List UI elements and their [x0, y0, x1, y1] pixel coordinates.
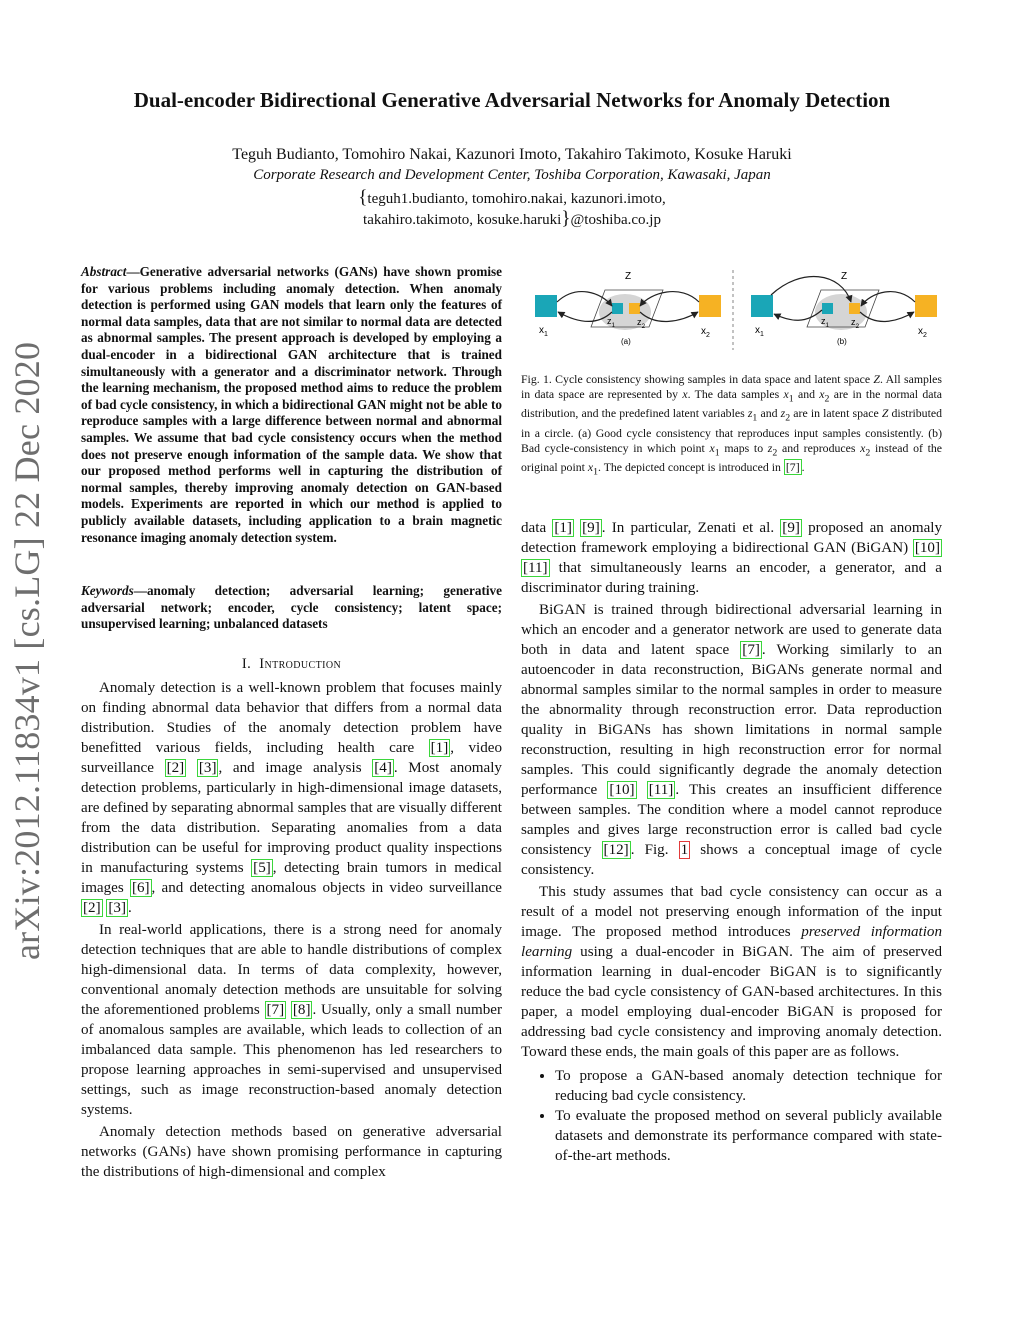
email-names-1: teguh1.budianto, tomohiro.nakai, kazunori.imoto,: [367, 191, 666, 207]
citation-link[interactable]: [8]: [292, 1002, 311, 1018]
section-numeral: I.: [241, 656, 252, 672]
citation-link[interactable]: [12]: [603, 842, 629, 858]
abstract-dash: —: [126, 264, 140, 279]
figure-1-caption: Fig. 1. Cycle consistency showing samples in data space and latent space Z. All samples in data space are represented by x. The data samples $x_1$ and $x_2$ are in the normal data distribution, and the predefined latent variables $z_1$ and $z_2$ are in latent space Z distributed in a circle. (a) Good cycle consistency that reproduces input samples consistently. (b) Bad cycle-consistency in which point $x_1$ maps to $z_2$ and reproduces $x_2$ instead of the original point $x_1$. The depicted concept is introduced in [7] .: [521, 372, 943, 478]
latent-z2-square: [629, 303, 640, 314]
citation-link[interactable]: [6]: [131, 880, 150, 896]
latent-z1-square: [612, 303, 623, 314]
keywords-text: anomaly detection; adversarial learning; generative adversarial network; encoder, cycle consistency; latent space; unsupervised learning; unbalanced datasets: [81, 583, 502, 632]
email-domain: @toshiba.co.jp: [570, 212, 661, 228]
intro-paragraph-2: In real-world applications, there is a strong need for anomaly detection techniques that are able to handle distributions of complex high-dimensional data. In terms of data complexity, however, conventional anomaly detection methods are unsuitable for solving the aforementioned problems [7] [8] . Usually, only a small number of anomalous samples are available, which leads to collection of an imbalanced data sample. This phenomenon has led researchers to propose learning approaches in semi-supervised and unsupervised settings, such as image reconstruction-based anomaly detection systems.: [81, 922, 502, 1118]
intro-paragraph-1: Anomaly detection is a well-known problem that focuses mainly on finding abnormal data behavior that differs from a normal data distribution. Studies of the anomaly detection problem have benefitted various fields, including health care [1] , video surveillance [2] [3] , and image analysis [4] . Most anomaly detection problems, particularly in high-dimensional image datasets, are defined by separating abnormal samples that are visually different from the data distribution. Separating anomalies from a data distribution can be useful for improving product quality inspections in manufacturing systems [5] , detecting brain tumors in medical images [6] , and detecting anomalous objects in video surveillance [2] [3] .: [81, 680, 503, 916]
citation-link[interactable]: [1]: [554, 520, 572, 536]
citation-link[interactable]: [11]: [648, 782, 674, 798]
affiliation: Corporate Research and Development Center, Toshiba Corporation, Kawasaki, Japan: [253, 167, 771, 183]
x1-label: $x_1$: [539, 325, 548, 338]
email-line-2: [60, 208, 964, 230]
z2-label: $z_2$: [851, 317, 860, 330]
abstract-label: Abstract: [81, 264, 127, 279]
left-column-body: [81, 678, 502, 1184]
intro-paragraph-3-continued: data [1] [9] . In particular, Zenati et al. [9] proposed an anomaly detection framework employing a bidirectional GAN (BiGAN) [10] [11] that simultaneously learns an encoder, a generator, and a discriminator during training.: [521, 520, 943, 596]
arxiv-identifier-stamp: arXiv:2012.11834v1 [cs.LG] 22 Dec 2020: [7, 341, 47, 960]
panel-b-label: (b): [837, 337, 847, 346]
citation-link[interactable]: [7]: [266, 1002, 285, 1018]
citation-link[interactable]: [7]: [785, 460, 800, 475]
figure-panel-a: [535, 271, 721, 346]
citation-link[interactable]: [9]: [582, 520, 600, 536]
citation-link[interactable]: [11]: [523, 560, 548, 576]
section-title: Introduction: [259, 656, 342, 672]
x1-label: $x_1$: [755, 325, 764, 338]
intro-paragraph-4: BiGAN is trained through bidirectional adversarial learning in which an encoder and a generator network are used to generate data both in data and latent space [7] . Working similarly to an autoencoder in data reconstruction, BiGANs generate normal and abnormal samples similar to the normal samples in order to measure the abnormality through reconstruction error. Data reproduction quality in BiGANs has shown limitations in normal sample reconstruction, resulting in high reconstruction error for normal samples. This could significantly degrade the anomaly detection performance [10] [11] . This creates an insufficient difference between samples. The condition where a model cannot reproduce samples and gives large reconstruction error is called bad cycle consistency [12] . Fig. 1 shows a conceptual image of cycle consistency.: [521, 602, 942, 878]
email-close-brace: }: [561, 208, 571, 229]
z1-label: $z_1$: [821, 316, 830, 329]
intro-paragraph-5: This study assumes that bad cycle consistency can occur as a result of a model not preserving enough information of the input image. The proposed method introduces preserved information learning using a dual-encoder in BiGAN. The aim of preserved information learning in dual-encoder BiGAN is to significantly reduce the bad cycle consistency of GAN-based architectures. In this paper, a model employing dual-encoder BiGAN is proposed for addressing bad cycle consistency and improving anomaly detection. Toward these ends, the main goals of this paper are as follows.: [521, 884, 942, 1060]
keywords: [81, 583, 502, 633]
latent-z2-square: [849, 303, 860, 314]
sample-x2-square: [915, 295, 937, 317]
figure-reference-link[interactable]: 1: [680, 842, 689, 858]
list-item: • To evaluate the proposed method on several publicly available datasets and demonstrate its performance compared with state-of-the-art methods.: [555, 1106, 942, 1166]
keywords-dash: —: [133, 583, 147, 598]
author-list: Teguh Budianto, Tomohiro Nakai, Kazunori Imoto, Takahiro Takimoto, Kosuke Haruki: [232, 146, 792, 163]
citation-link[interactable]: [3]: [198, 760, 217, 776]
sample-x1-square: [535, 295, 557, 317]
email-line-1: [60, 187, 964, 209]
section-heading-introduction: [81, 656, 502, 673]
abstract: [81, 264, 502, 546]
generator-arrow-z1-x1: [774, 310, 822, 320]
goals-list: [521, 1066, 942, 1166]
citation-link[interactable]: [5]: [253, 860, 271, 876]
right-column-body: [521, 518, 942, 1166]
panel-a-label: (a): [621, 337, 631, 346]
panel-b-z-label: Z: [841, 271, 848, 282]
sample-x2-square: [699, 295, 721, 317]
abstract-text: Generative adversarial networks (GANs) have shown promise for various problems including anomaly detection. When anomaly detection is performed using GAN models that learn only the features of normal data samples, data that are not similar to normal data are detected as abnormal samples. The present approach is developed by employing a dual-encoder in a bidirectional GAN architecture that is trained simultaneously with a generator and a discriminator network. Through the learning mechanism, the proposed method aims to reduce the problem of bad cycle consistency, in which a bidirectional GAN might not be able to reproduce samples with a large difference between normal and abnormal samples. We assume that bad cycle consistency occurs when the method does not preserve enough information of the sample data. We show that our proposed method performs well in capturing the distribution of normal samples, thereby improving anomaly detection on GAN-based models. Experiments are reported in which our method is applied to publicly available datasets, including application to a brain magnetic resonance imaging anomaly detection system.: [81, 264, 502, 545]
citation-link[interactable]: [4]: [374, 760, 392, 776]
citation-link[interactable]: [7]: [742, 642, 760, 658]
intro-paragraph-3: Anomaly detection methods based on generative adversarial networks (GANs) have shown promising performance in capturing the distributions of high-dimensional and complex: [81, 1124, 502, 1180]
citation-link[interactable]: [2]: [83, 900, 101, 916]
email-open-brace: {: [358, 187, 368, 208]
keywords-label: Keywords: [81, 583, 134, 598]
citation-link[interactable]: [10]: [609, 782, 635, 798]
citation-link[interactable]: [9]: [782, 520, 800, 536]
encoder-arrow-x2-z2: [640, 292, 699, 306]
email-names-2: takahiro.takimoto, kosuke.haruki: [363, 212, 562, 228]
encoder-arrow-x2-z2: [861, 292, 915, 306]
latent-z1-square: [822, 303, 833, 314]
list-item: • To propose a GAN-based anomaly detection technique for reducing bad cycle consistency.: [555, 1066, 942, 1106]
figure-1-cycle-consistency: [521, 262, 943, 362]
panel-a-z-label: Z: [625, 271, 632, 282]
paper-title: Dual-encoder Bidirectional Generative Adversarial Networks for Anomaly Detection: [133, 88, 891, 112]
generator-arrow-z2-x2: [860, 312, 914, 321]
figure-panel-b: [751, 271, 937, 346]
citation-link[interactable]: [1]: [430, 740, 449, 756]
z2-label: $z_2$: [637, 317, 646, 330]
citation-link[interactable]: [3]: [108, 900, 126, 916]
sample-x1-square: [751, 295, 773, 317]
citation-link[interactable]: [2]: [166, 760, 185, 776]
x2-label: $x_2$: [701, 326, 710, 339]
z1-label: $z_1$: [607, 316, 616, 329]
x2-label: $x_2$: [918, 326, 927, 339]
citation-link[interactable]: [10]: [914, 540, 940, 556]
